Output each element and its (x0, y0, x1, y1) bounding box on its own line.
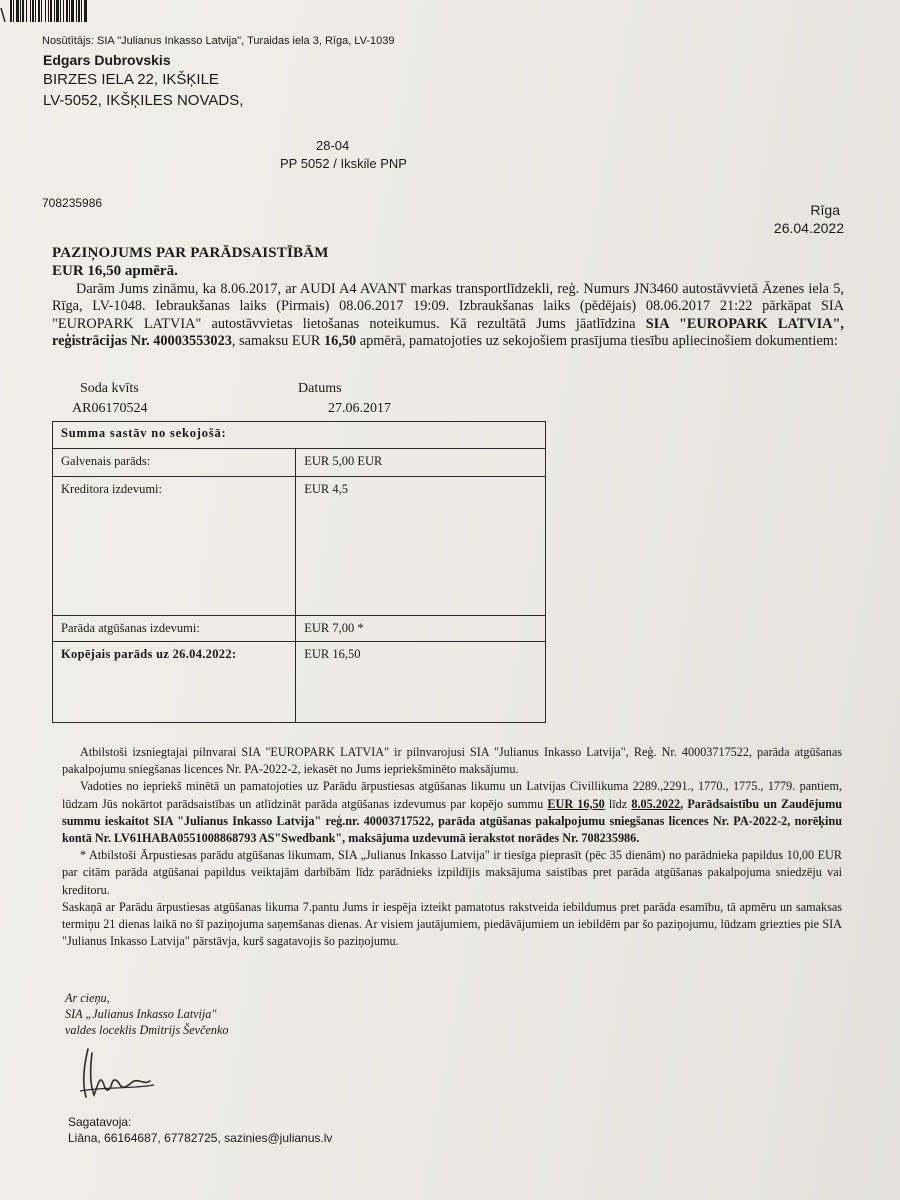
receipt-column-header: Soda kvīts (80, 381, 139, 396)
row-label: Parāda atgūšanas izdevumi: (53, 616, 296, 642)
notice-title: PAZIŅOJUMS PAR PARĀDSAISTĪBĀM (52, 245, 329, 261)
sender-line: Nosūtītājs: SIA "Julianus Inkasso Latvija", Turaidas iela 3, Rīga, LV-1039 (42, 35, 395, 47)
row-label: Kreditora izdevumi: (53, 477, 296, 616)
intro-sum: 16,50 (324, 333, 357, 350)
letter-place: Rīga (810, 202, 840, 218)
intro-text: , samaksu EUR (231, 333, 325, 350)
row-label: Kopējais parāds uz 26.04.2022: (61, 647, 237, 661)
legal-paragraph: Saskaņā ar Parādu ārpustiesas atgūšanas likuma 7.pantu Jums ir iespēja izteikt pamatotus rakstveida iebildumus pret parāda esamību, tā apmēru un samaksas termiņu 21 dienas laikā no šī paziņojuma saņemšanas dienas. Ar visiem jautājumiem, piedāvājumiem un iebildēm par šo paziņojumu, lūdzam griezties pie SIA "Julianus Inkasso Latvija" pārstāvja, kurš sagatavojis šo paziņojumu. (62, 899, 842, 949)
date-column-header: Datums (298, 381, 342, 396)
sum-table (52, 421, 546, 723)
row-value: EUR 4,5 (296, 477, 546, 616)
payment-details: , Parādsaistību un Zaudējumu summu ieskaitot SIA "Julianus Inkasso Latvija" reģ.nr. 40003717522, parāda atgūšanas pakalpojumu sniegšanas licences Nr. PA-2022-2, norēķinu kontā Nr. LV61HABA0551008868793 AS"Swedbank", maksājuma uzdevumā ierakstot norādes Nr. 708235986. (62, 796, 843, 846)
row-label: Galvenais parāds: (53, 449, 296, 477)
row-value: EUR 7,00 * (296, 616, 546, 642)
notice-amount: EUR 16,50 apmērā. (52, 263, 178, 279)
letter-date: 26.04.2022 (773, 220, 844, 236)
prepared-by-contact: Liāna, 66164687, 67782725, sazinies@julianus.lv (68, 1131, 333, 1145)
closing-block (65, 990, 228, 1038)
receipt-date: 27.06.2017 (328, 401, 391, 416)
table-row (53, 616, 546, 642)
post-office: PP 5052 / Ikskile PNP (280, 156, 407, 171)
row-value: EUR 5,00 EUR (296, 449, 546, 477)
intro-text: apmērā, pamatojoties uz sekojošiem prasījuma tiesību apliecinošiem dokumentiem: (356, 333, 838, 350)
signer-role: valdes loceklis Dmitrijs Ševčenko (65, 1023, 229, 1037)
intro-paragraph (52, 281, 844, 351)
post-code: 28-04 (316, 138, 350, 153)
table-heading: Summa sastāv no sekojošā: (61, 426, 227, 440)
table-row (53, 449, 546, 477)
barcode (10, 0, 172, 22)
pen-mark (0, 8, 6, 22)
table-row (53, 477, 546, 616)
table-row (53, 642, 546, 723)
payment-deadline: 8.05.2022 (631, 796, 681, 811)
intro-text: Darām Jums zināmu, ka 8.06.2017, ar AUDI A4 AVANT markas transportlīdzekli, reģ. Numurs JN3460 autostāvvietā Āzenes iela 5, Rīga, LV-1048. Iebraukšanas laiks (Pirmais) 08.06.2017 19:09. Izbraukšanas laiks (pēdējais) 08.06.2017 21:22 pārkāpat SIA "EUROPARK LATVIA" autostāvvietas lietošanas noteikumus. Kā rezultātā Jums jāatlīdzina (52, 281, 844, 332)
barcode-number: 708235986 (42, 196, 103, 210)
legal-text-part: līdz (604, 796, 632, 811)
handwritten-signature (70, 1045, 170, 1105)
legal-paragraph (62, 778, 842, 847)
legal-paragraph: Atbilstoši izsniegtajai pilnvarai SIA "EUROPARK LATVIA" ir pilnvarojusi SIA "Julianus Inkasso Latvija", Reģ. Nr. 40003717522, parāda atgūšanas pakalpojumu sniegšanas licences Nr. PA-2022-2, iekasēt no Jums iepriekšminēto maksājumu. (62, 745, 842, 777)
legal-text-part: Vadoties no iepriekš minētā un pamatojoties uz Parādu ārpustiesas atgūšanas likumu un Latvijas Civillikuma 2289.,2291., 1770., 1775., 1779. pantiem, lūdzam Jūs nokārtot parādsaistības un atlīdzināt parāda atgūšanas izdevumus par kopējo summu (62, 779, 842, 811)
recipient-street: BIRZES IELA 22, IKŠĶILE (43, 71, 219, 88)
row-value: EUR 16,50 (296, 642, 546, 723)
total-sum: EUR 16,50 (547, 796, 605, 811)
receipt-number: AR06170524 (72, 401, 148, 416)
prepared-by-label: Sagatavoja: (68, 1115, 132, 1129)
table-heading-row (53, 422, 546, 449)
legal-text (62, 744, 842, 950)
company-name: SIA „Julianus Inkasso Latvija" (65, 1007, 217, 1021)
recipient-city: LV-5052, IKŠĶILES NOVADS, (43, 92, 244, 109)
legal-paragraph: * Atbilstoši Ārpustiesas parādu atgūšanas likumam, SIA „Julianus Inkasso Latvija" ir tiesīga pieprasīt (pēc 35 dienām) no parādnieka papildus 10,00 EUR par citām parāda atgūšanai papildus veiktajām darbībām līdz parādnieks izpildījis maksājuma saistības pret parāda atgūšanas pakalpojuma sniedzēju vai kreditoru. (62, 848, 842, 897)
intro-creditor: SIA "EUROPARK LATVIA", reģistrācijas Nr. 40003553023 (52, 315, 844, 350)
regards: Ar cieņu, (65, 991, 110, 1005)
recipient-name: Edgars Dubrovskis (43, 52, 171, 68)
